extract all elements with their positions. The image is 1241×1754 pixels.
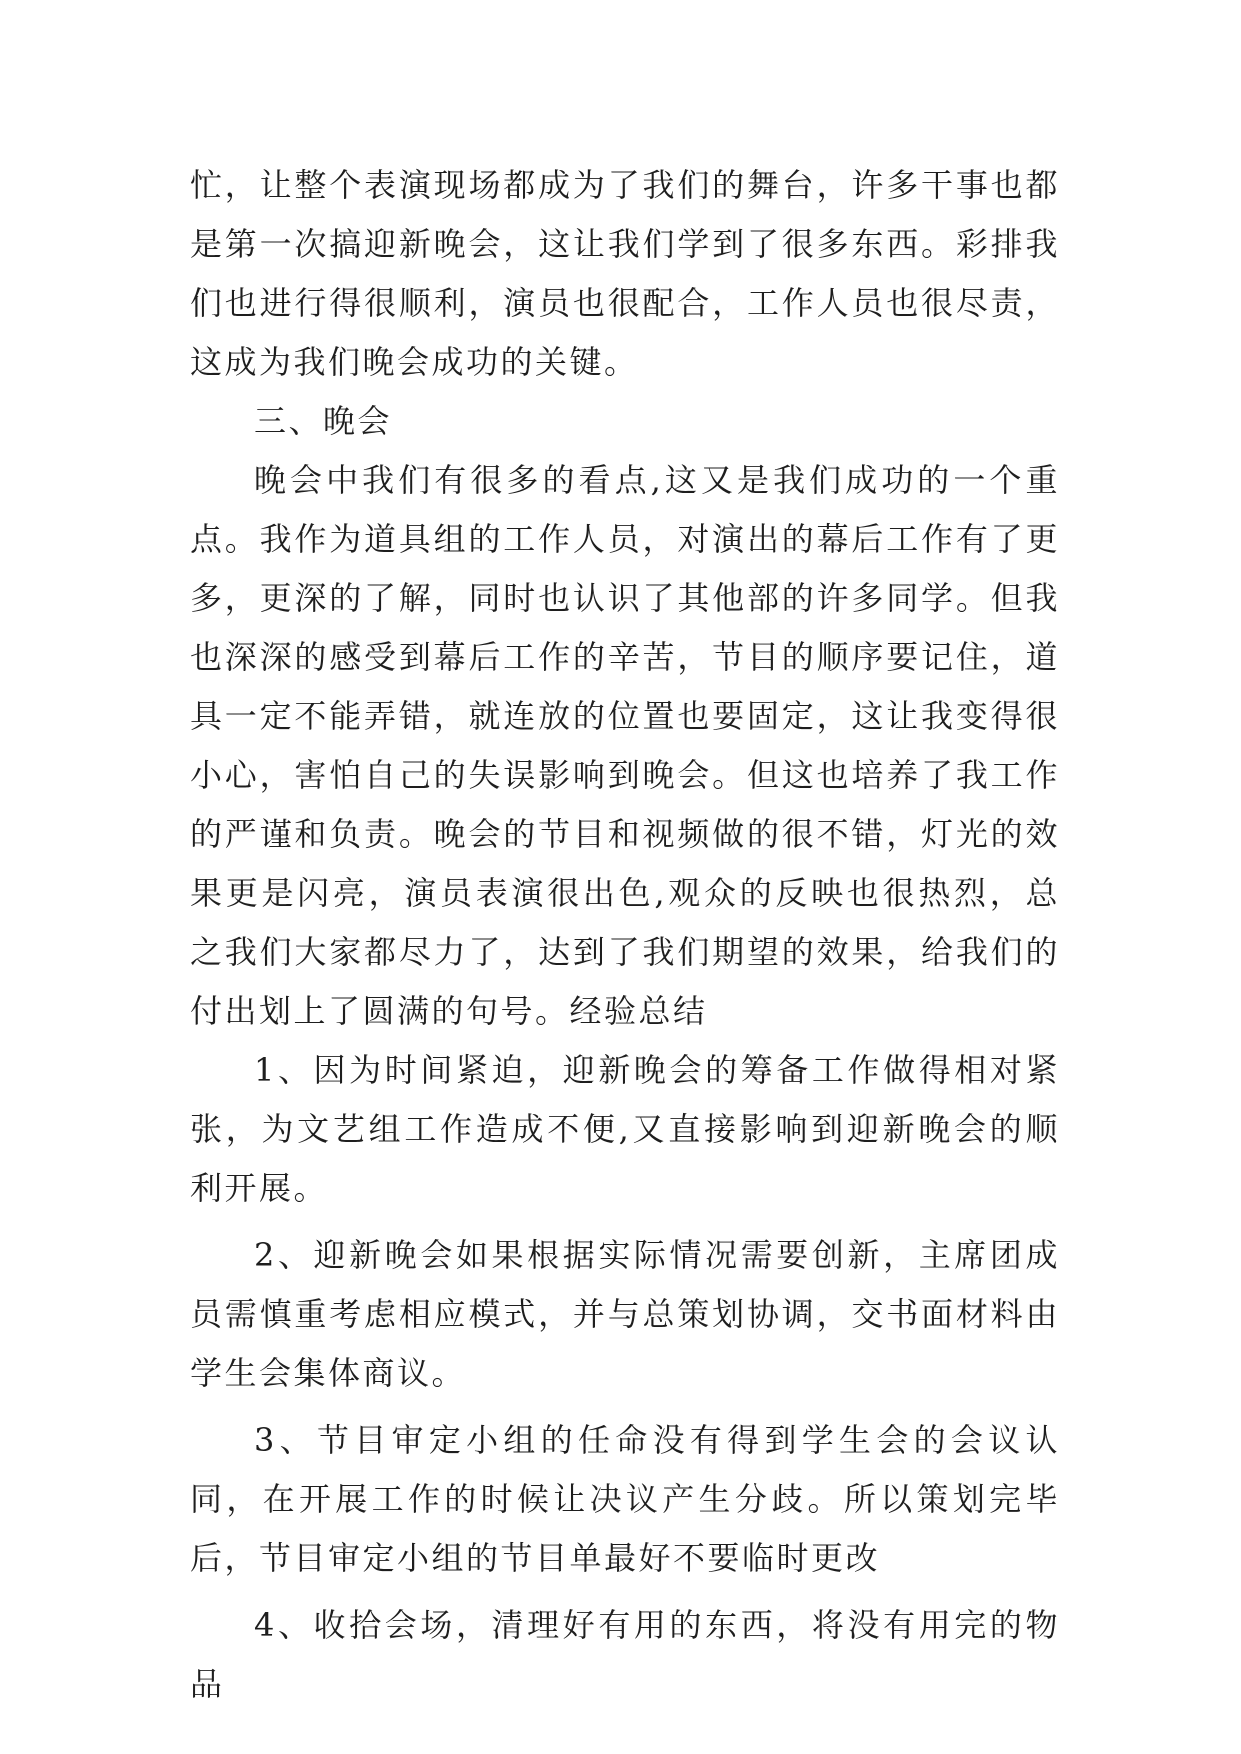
summary-item-1: 1、因为时间紧迫，迎新晚会的筹备工作做得相对紧张，为文艺组工作造成不便,又直接影响到迎新晚会的顺利开展。	[190, 1051, 1060, 1207]
summary-item-2: 2、迎新晚会如果根据实际情况需要创新，主席团成员需慎重考虑相应模式，并与总策划协调，交书面材料由学生会集体商议。	[190, 1236, 1060, 1392]
paragraph-rehearsal: 忙，让整个表演现场都成为了我们的舞台，许多干事也都是第一次搞迎新晚会，这让我们学到了很多东西。彩排我们也进行得很顺利，演员也很配合，工作人员也很尽责，这成为我们晚会成功的关键。	[190, 166, 1060, 381]
section-heading-evening-party: 三、晚会	[254, 402, 393, 440]
paragraph-evening-party: 晚会中我们有很多的看点,这又是我们成功的一个重点。我作为道具组的工作人员，对演出的幕后工作有了更多，更深的了解，同时也认识了其他部的许多同学。但我也深深的感受到幕后工作的辛苦，节目的顺序要记住，道具一定不能弄错，就连放的位置也要固定，这让我变得很小心，害怕自己的失误影响到晚会。但这也培养了我工作的严谨和负责。晚会的节目和视频做的很不错，灯光的效果更是闪亮，演员表演很出色,观众的反映也很热烈，总之我们大家都尽力了，达到了我们期望的效果，给我们的付出划上了圆满的句号。经验总结	[190, 461, 1060, 1030]
summary-item-3: 3、节目审定小组的任命没有得到学生会的会议认同，在开展工作的时候让决议产生分歧。所以策划完毕后，节目审定小组的节目单最好不要临时更改	[190, 1421, 1060, 1577]
document-body	[190, 156, 1060, 1714]
summary-item-4: 4、收拾会场，清理好有用的东西，将没有用完的物品	[190, 1606, 1060, 1703]
